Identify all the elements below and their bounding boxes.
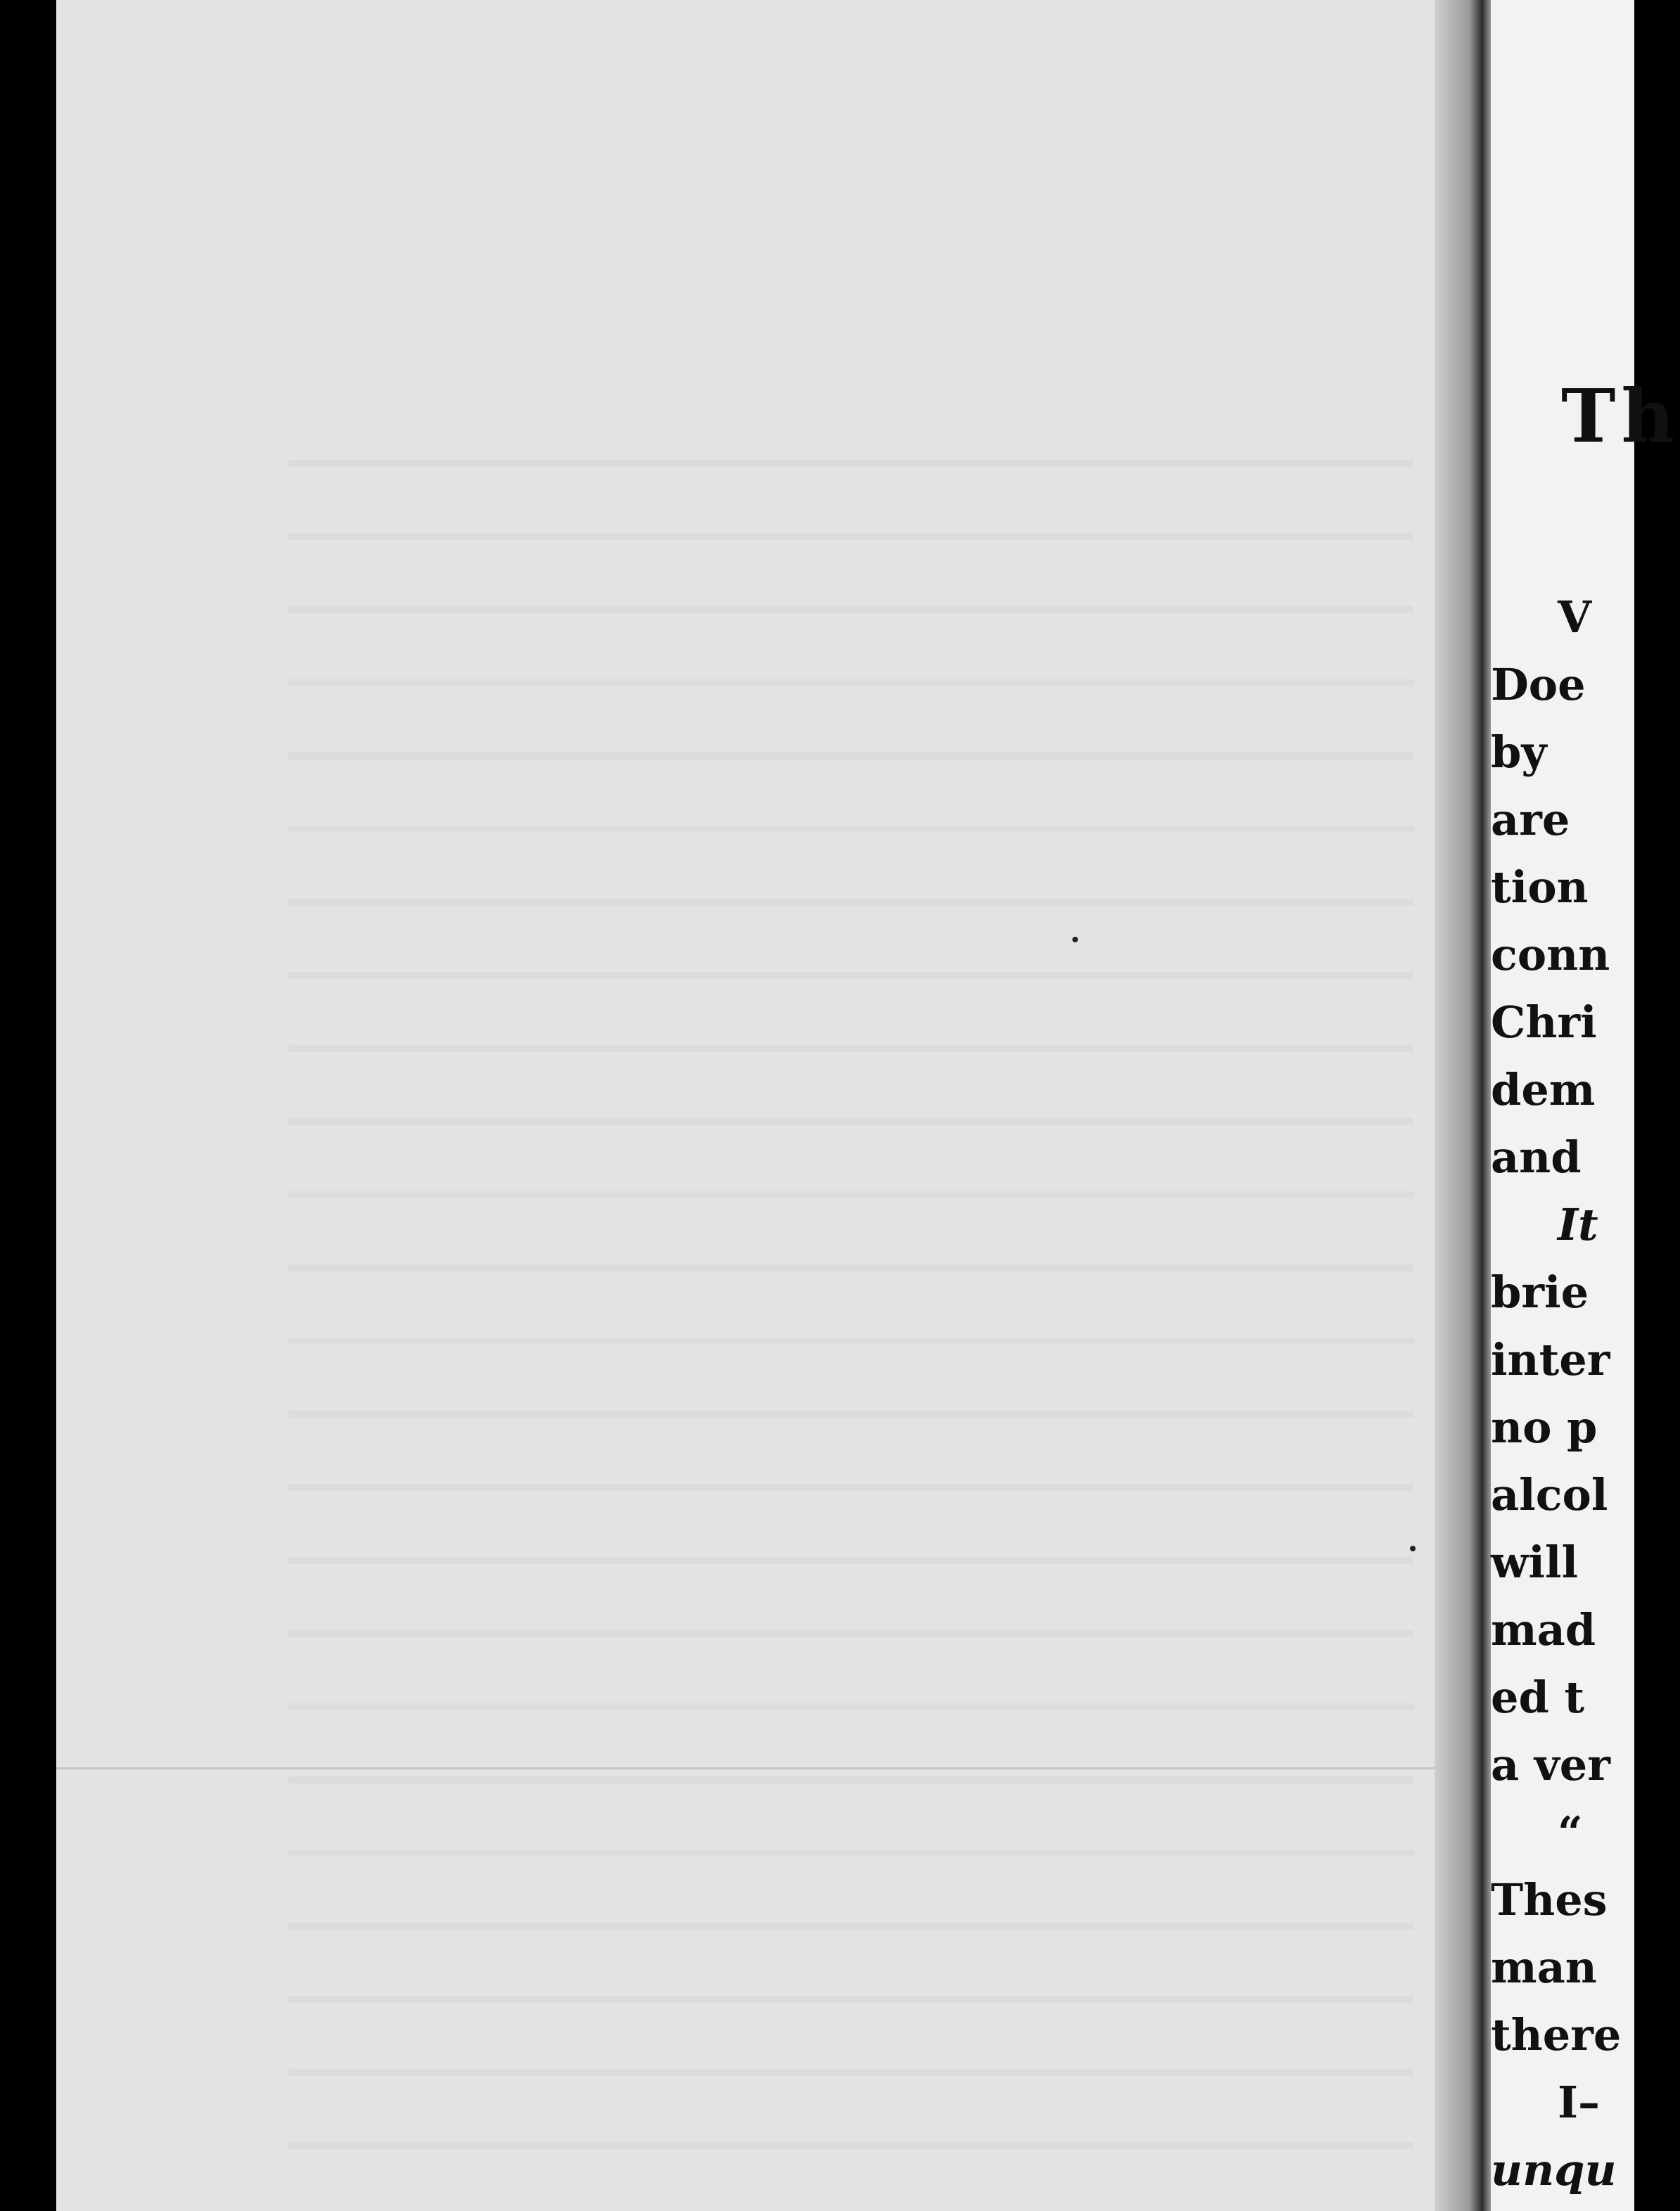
right-page	[1491, 0, 1680, 2211]
text-line: a ver	[1491, 1739, 1610, 1790]
text-line: will	[1491, 1537, 1579, 1588]
bleed-through-text	[288, 394, 1413, 2166]
text-line: mad	[1491, 1604, 1596, 1655]
fold-line	[56, 1767, 1435, 1769]
text-line: no p	[1491, 1402, 1598, 1453]
page-title: Th	[1561, 373, 1680, 459]
text-line: man	[1491, 1942, 1597, 1993]
body-text	[1491, 584, 1621, 2204]
text-line: “	[1558, 1807, 1583, 1858]
speck	[1072, 937, 1078, 942]
text-line: dem	[1491, 1064, 1596, 1115]
text-line: are	[1491, 794, 1570, 845]
text-line: It	[1558, 1199, 1598, 1250]
speck	[1410, 1546, 1416, 1551]
text-line: and	[1491, 1132, 1582, 1183]
text-line: inter	[1491, 1334, 1610, 1385]
text-line: tion	[1491, 861, 1589, 913]
text-line: V	[1558, 591, 1592, 643]
text-line: by	[1491, 726, 1547, 778]
text-line: ed t	[1491, 1672, 1585, 1723]
text-line: Doe	[1491, 659, 1586, 710]
text-line: I–	[1558, 2077, 1601, 2128]
text-line: Chri	[1491, 996, 1597, 1048]
text-line: brie	[1491, 1267, 1589, 1318]
text-line: conn	[1491, 929, 1610, 980]
text-line: Thes	[1491, 1874, 1608, 1925]
text-line: unqu	[1491, 2144, 1617, 2196]
left-page	[56, 0, 1435, 2211]
text-line: there	[1491, 2009, 1622, 2061]
text-line: alcol	[1491, 1469, 1608, 1520]
